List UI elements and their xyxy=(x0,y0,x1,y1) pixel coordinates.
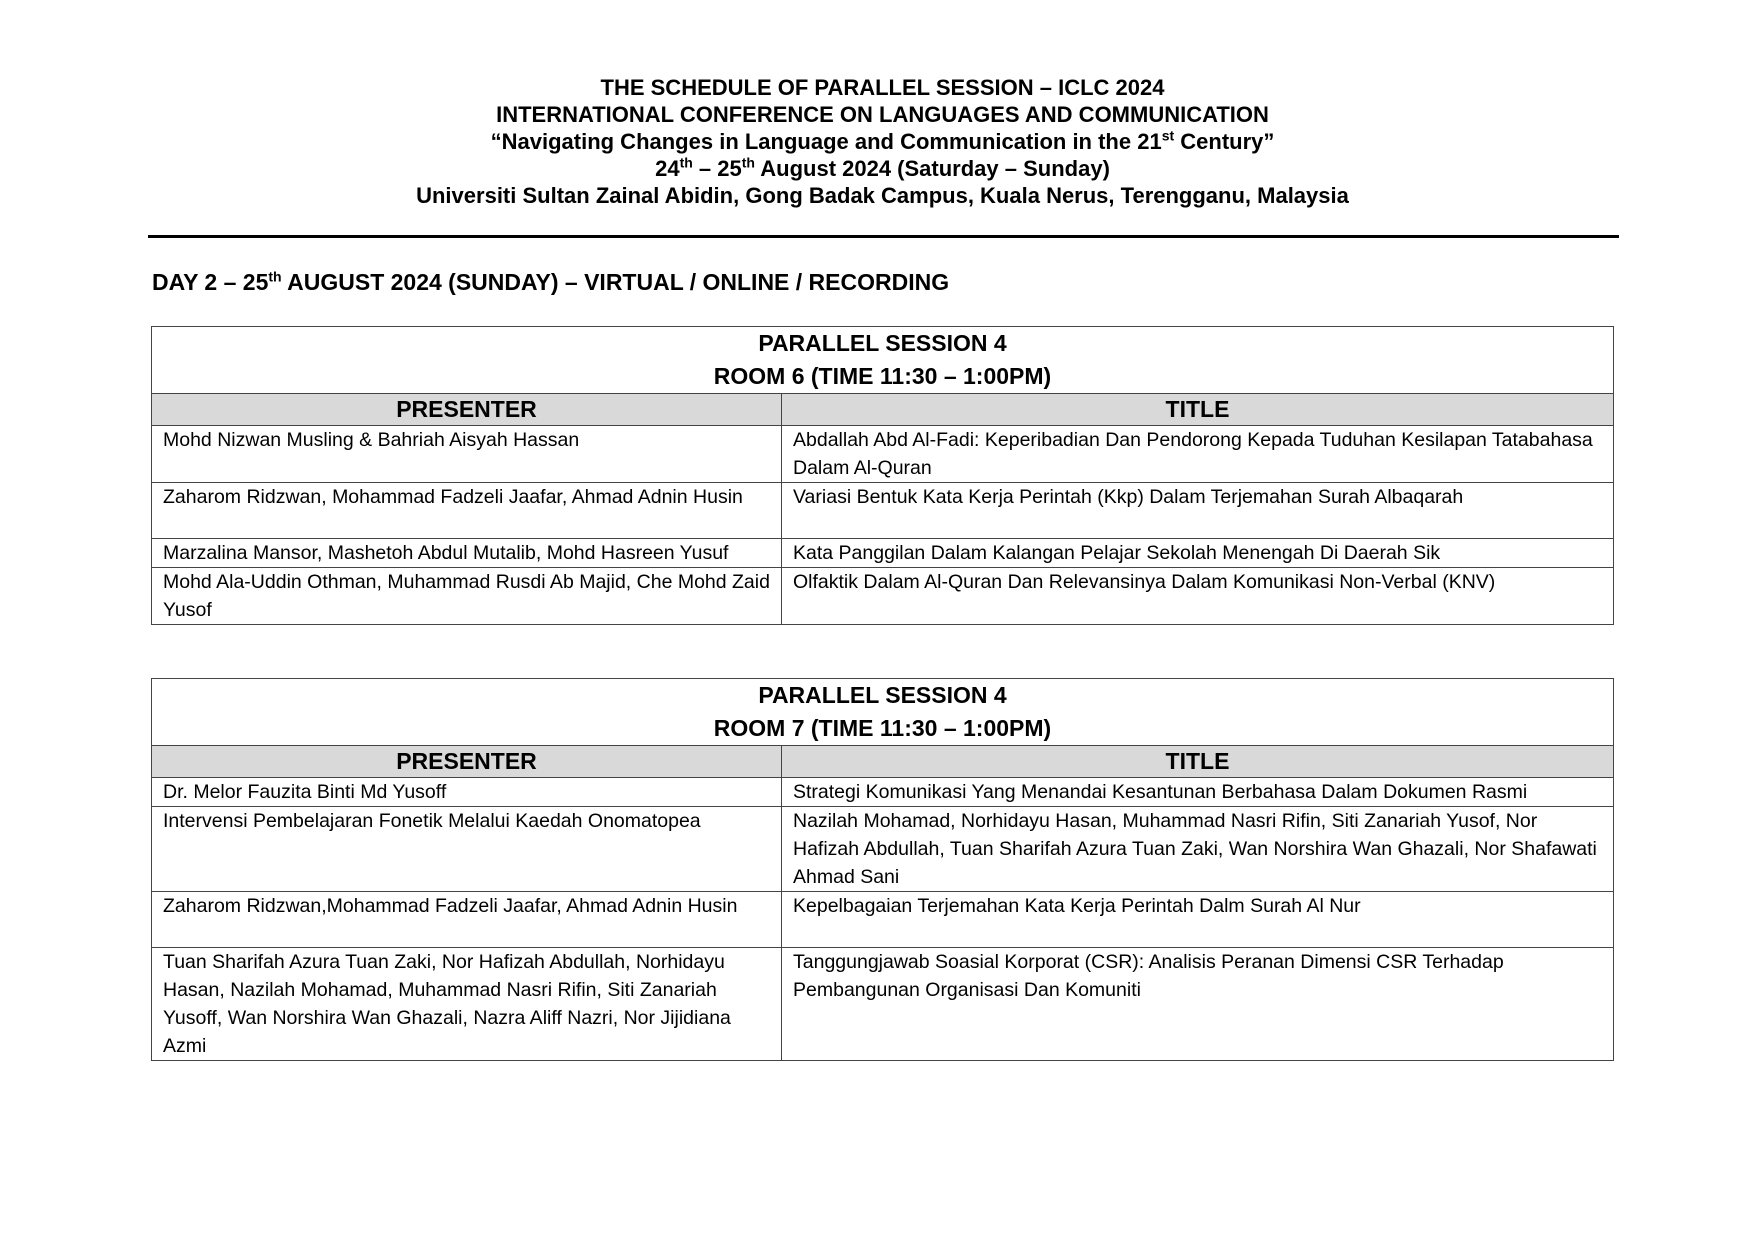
title-cell: Nazilah Mohamad, Norhidayu Hasan, Muhammad Nasri Rifin, Siti Zanariah Yusof, Nor Hafizah Abdullah, Tuan Sharifah Azura Tuan Zaki, Wan Norshira Wan Ghazali, Nor Shafawati Ahmad Sani xyxy=(782,807,1614,892)
session-room: ROOM 7 (TIME 11:30 – 1:00PM) xyxy=(713,715,1052,741)
presenter-cell: Intervensi Pembelajaran Fonetik Melalui Kaedah Onomatopea xyxy=(152,807,782,892)
title-cell: Abdallah Abd Al-Fadi: Keperibadian Dan Pendorong Kepada Tuduhan Kesilapan Tatabahasa Dalam Al-Quran xyxy=(782,426,1614,483)
session-heading xyxy=(152,679,1614,746)
header-conference-name: INTERNATIONAL CONFERENCE ON LANGUAGES AND COMMUNICATION xyxy=(496,102,1269,127)
header-dates-sup1: th xyxy=(679,154,693,171)
title-cell: Kata Panggilan Dalam Kalangan Pelajar Sekolah Menengah Di Daerah Sik xyxy=(782,539,1614,568)
column-header-presenter: PRESENTER xyxy=(152,746,782,778)
header-schedule-title: THE SCHEDULE OF PARALLEL SESSION – ICLC 2024 xyxy=(600,75,1165,100)
title-cell: Kepelbagaian Terjemahan Kata Kerja Perintah Dalm Surah Al Nur xyxy=(782,892,1614,948)
day-heading-sup: th xyxy=(268,268,282,285)
column-header-title: TITLE xyxy=(782,746,1614,778)
table-row xyxy=(152,892,1614,948)
day-heading-post: AUGUST 2024 (SUNDAY) – VIRTUAL / ONLINE / RECORDING xyxy=(281,269,950,295)
header-theme-post: Century” xyxy=(1174,129,1275,154)
presenter-cell: Dr. Melor Fauzita Binti Md Yusoff xyxy=(152,778,782,807)
header-dates-b: – 25 xyxy=(692,156,742,181)
session-table-room-7 xyxy=(151,678,1614,1061)
header-dates-a: 24 xyxy=(655,156,680,181)
table-row xyxy=(152,948,1614,1061)
table-row xyxy=(152,778,1614,807)
presenter-cell: Tuan Sharifah Azura Tuan Zaki, Nor Hafizah Abdullah, Norhidayu Hasan, Nazilah Mohamad, Muhammad Nasri Rifin, Siti Zanariah Yusoff, Wan Norshira Wan Ghazali, Nazra Aliff Nazri, Nor Jijidiana Azmi xyxy=(152,948,782,1061)
table-row xyxy=(152,483,1614,539)
session-heading xyxy=(152,327,1614,394)
session-table-room-6 xyxy=(151,326,1614,625)
presenter-cell: Mohd Nizwan Musling & Bahriah Aisyah Hassan xyxy=(152,426,782,483)
table-row xyxy=(152,568,1614,625)
session-room: ROOM 6 (TIME 11:30 – 1:00PM) xyxy=(713,363,1052,389)
header-theme-pre: “Navigating Changes in Language and Communication in the 21 xyxy=(490,129,1162,154)
title-cell: Strategi Komunikasi Yang Menandai Kesantunan Berbahasa Dalam Dokumen Rasmi xyxy=(782,778,1614,807)
column-header-title: TITLE xyxy=(782,394,1614,426)
column-header-presenter: PRESENTER xyxy=(152,394,782,426)
presenter-cell: Zaharom Ridzwan, Mohammad Fadzeli Jaafar, Ahmad Adnin Husin xyxy=(152,483,782,539)
title-cell: Tanggungjawab Soasial Korporat (CSR): Analisis Peranan Dimensi CSR Terhadap Pembangunan Organisasi Dan Komuniti xyxy=(782,948,1614,1061)
title-cell: Variasi Bentuk Kata Kerja Perintah (Kkp) Dalam Terjemahan Surah Albaqarah xyxy=(782,483,1614,539)
document-header xyxy=(0,74,1755,209)
table-row xyxy=(152,426,1614,483)
presenter-cell: Zaharom Ridzwan,Mohammad Fadzeli Jaafar, Ahmad Adnin Husin xyxy=(152,892,782,948)
session-name: PARALLEL SESSION 4 xyxy=(758,682,1007,708)
table-row xyxy=(152,539,1614,568)
presenter-cell: Mohd Ala-Uddin Othman, Muhammad Rusdi Ab Majid, Che Mohd Zaid Yusof xyxy=(152,568,782,625)
session-name: PARALLEL SESSION 4 xyxy=(758,330,1007,356)
table-row xyxy=(152,807,1614,892)
header-theme-sup: st xyxy=(1161,127,1175,144)
day-heading-pre: DAY 2 – 25 xyxy=(152,269,269,295)
header-dates xyxy=(0,155,1755,182)
header-theme xyxy=(0,128,1755,155)
header-dates-sup2: th xyxy=(741,154,755,171)
header-venue: Universiti Sultan Zainal Abidin, Gong Badak Campus, Kuala Nerus, Terengganu, Malaysia xyxy=(416,183,1349,208)
presenter-cell: Marzalina Mansor, Mashetoh Abdul Mutalib, Mohd Hasreen Yusuf xyxy=(152,539,782,568)
header-divider xyxy=(148,235,1619,238)
day-heading xyxy=(152,268,949,296)
title-cell: Olfaktik Dalam Al-Quran Dan Relevansinya Dalam Komunikasi Non-Verbal (KNV) xyxy=(782,568,1614,625)
header-dates-c: August 2024 (Saturday – Sunday) xyxy=(754,156,1110,181)
